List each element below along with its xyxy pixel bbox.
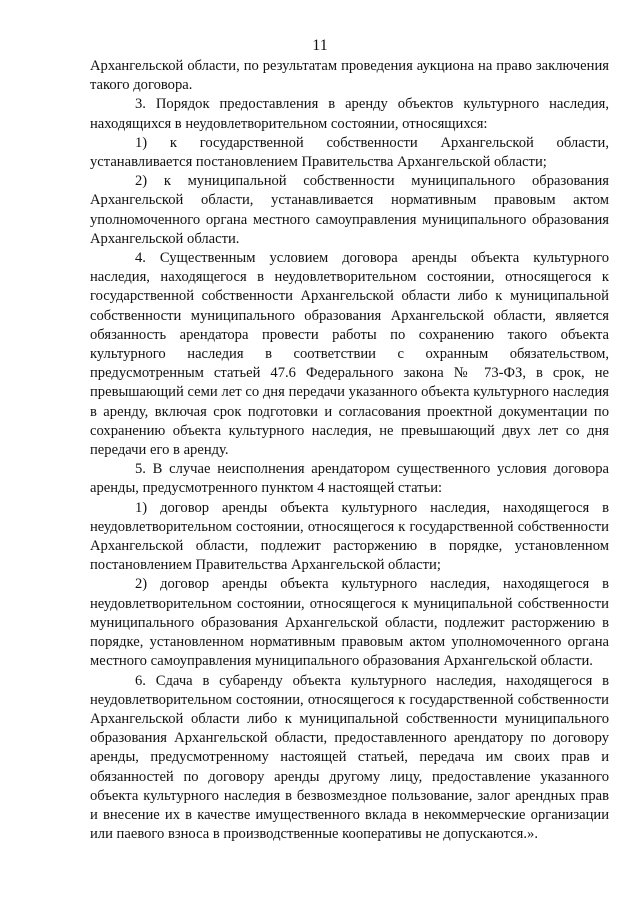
paragraph: 1) договор аренды объекта культурного наследия, находящегося в неудовлетворительном состоянии, относящегося к государственной собственности Архангельской области, подлежит расторжению в порядке, установленном постановлением Правительства Архангельской области; <box>90 499 609 574</box>
paragraph: 2) договор аренды объекта культурного наследия, находящегося в неудовлетворительном состоянии, относящегося к муниципальной собственности муниципального образования Архангельской области, подлежит расторжению в порядке, установленном нормативным правовым актом уполномоченного органа местного самоуправления муниципального образования Архангельской области. <box>90 576 609 670</box>
paragraph: Архангельской области, по результатам проведения аукциона на право заключения такого договора. <box>90 58 609 94</box>
paragraph: 5. В случае неисполнения арендатором существенного условия договора аренды, предусмотренного пунктом 4 настоящей статьи: <box>90 461 609 497</box>
paragraph: 4. Существенным условием договора аренды объекта культурного наследия, находящегося в неудовлетворительном состоянии, относящегося к государственной собственности Архангельской области либо к муниципальной собственности муниципального образования Архангельской области, является обязанность арендатора провести работы по сохранению такого объекта культурного наследия в соответствии с охранным обязательством, предусмотренным статьей 47.6 Федерального закона № 73-ФЗ, в срок, не превышающий семи лет со дня передачи указанного объекта культурного наследия в аренду, включая срок подготовки и согласования проектной документации по сохранению объекта культурного наследия, не превышающий двух лет со дня передачи его в аренду. <box>90 250 609 459</box>
paragraph: 2) к муниципальной собственности муниципального образования Архангельской области, устанавливается нормативным правовым актом уполномоченного органа местного самоуправления муниципального образования Архангельской области. <box>90 173 609 247</box>
paragraph: 3. Порядок предоставления в аренду объектов культурного наследия, находящихся в неудовлетворительном состоянии, относящихся: <box>90 96 609 132</box>
paragraph: 6. Сдача в субаренду объекта культурного наследия, находящегося в неудовлетворительном состоянии, относящегося к государственной собственности Архангельской области либо к муниципальной собственности муниципального образования Архангельской области, предоставленного арендатору по договору аренды, предусмотренному настоящей статьей, передача им своих прав и обязанностей по договору аренды другому лицу, предоставление указанного объекта культурного наследия в безвозмездное пользование, залог арендных прав и внесение их в качестве имущественного вклада в некоммерческие организации или паевого взноса в производственные кооперативы не допускаются.». <box>90 672 609 843</box>
document-body <box>90 57 609 844</box>
paragraph: 1) к государственной собственности Архангельской области, устанавливается постановлением Правительства Архангельской области; <box>90 134 609 171</box>
page-number: 11 <box>312 37 328 54</box>
